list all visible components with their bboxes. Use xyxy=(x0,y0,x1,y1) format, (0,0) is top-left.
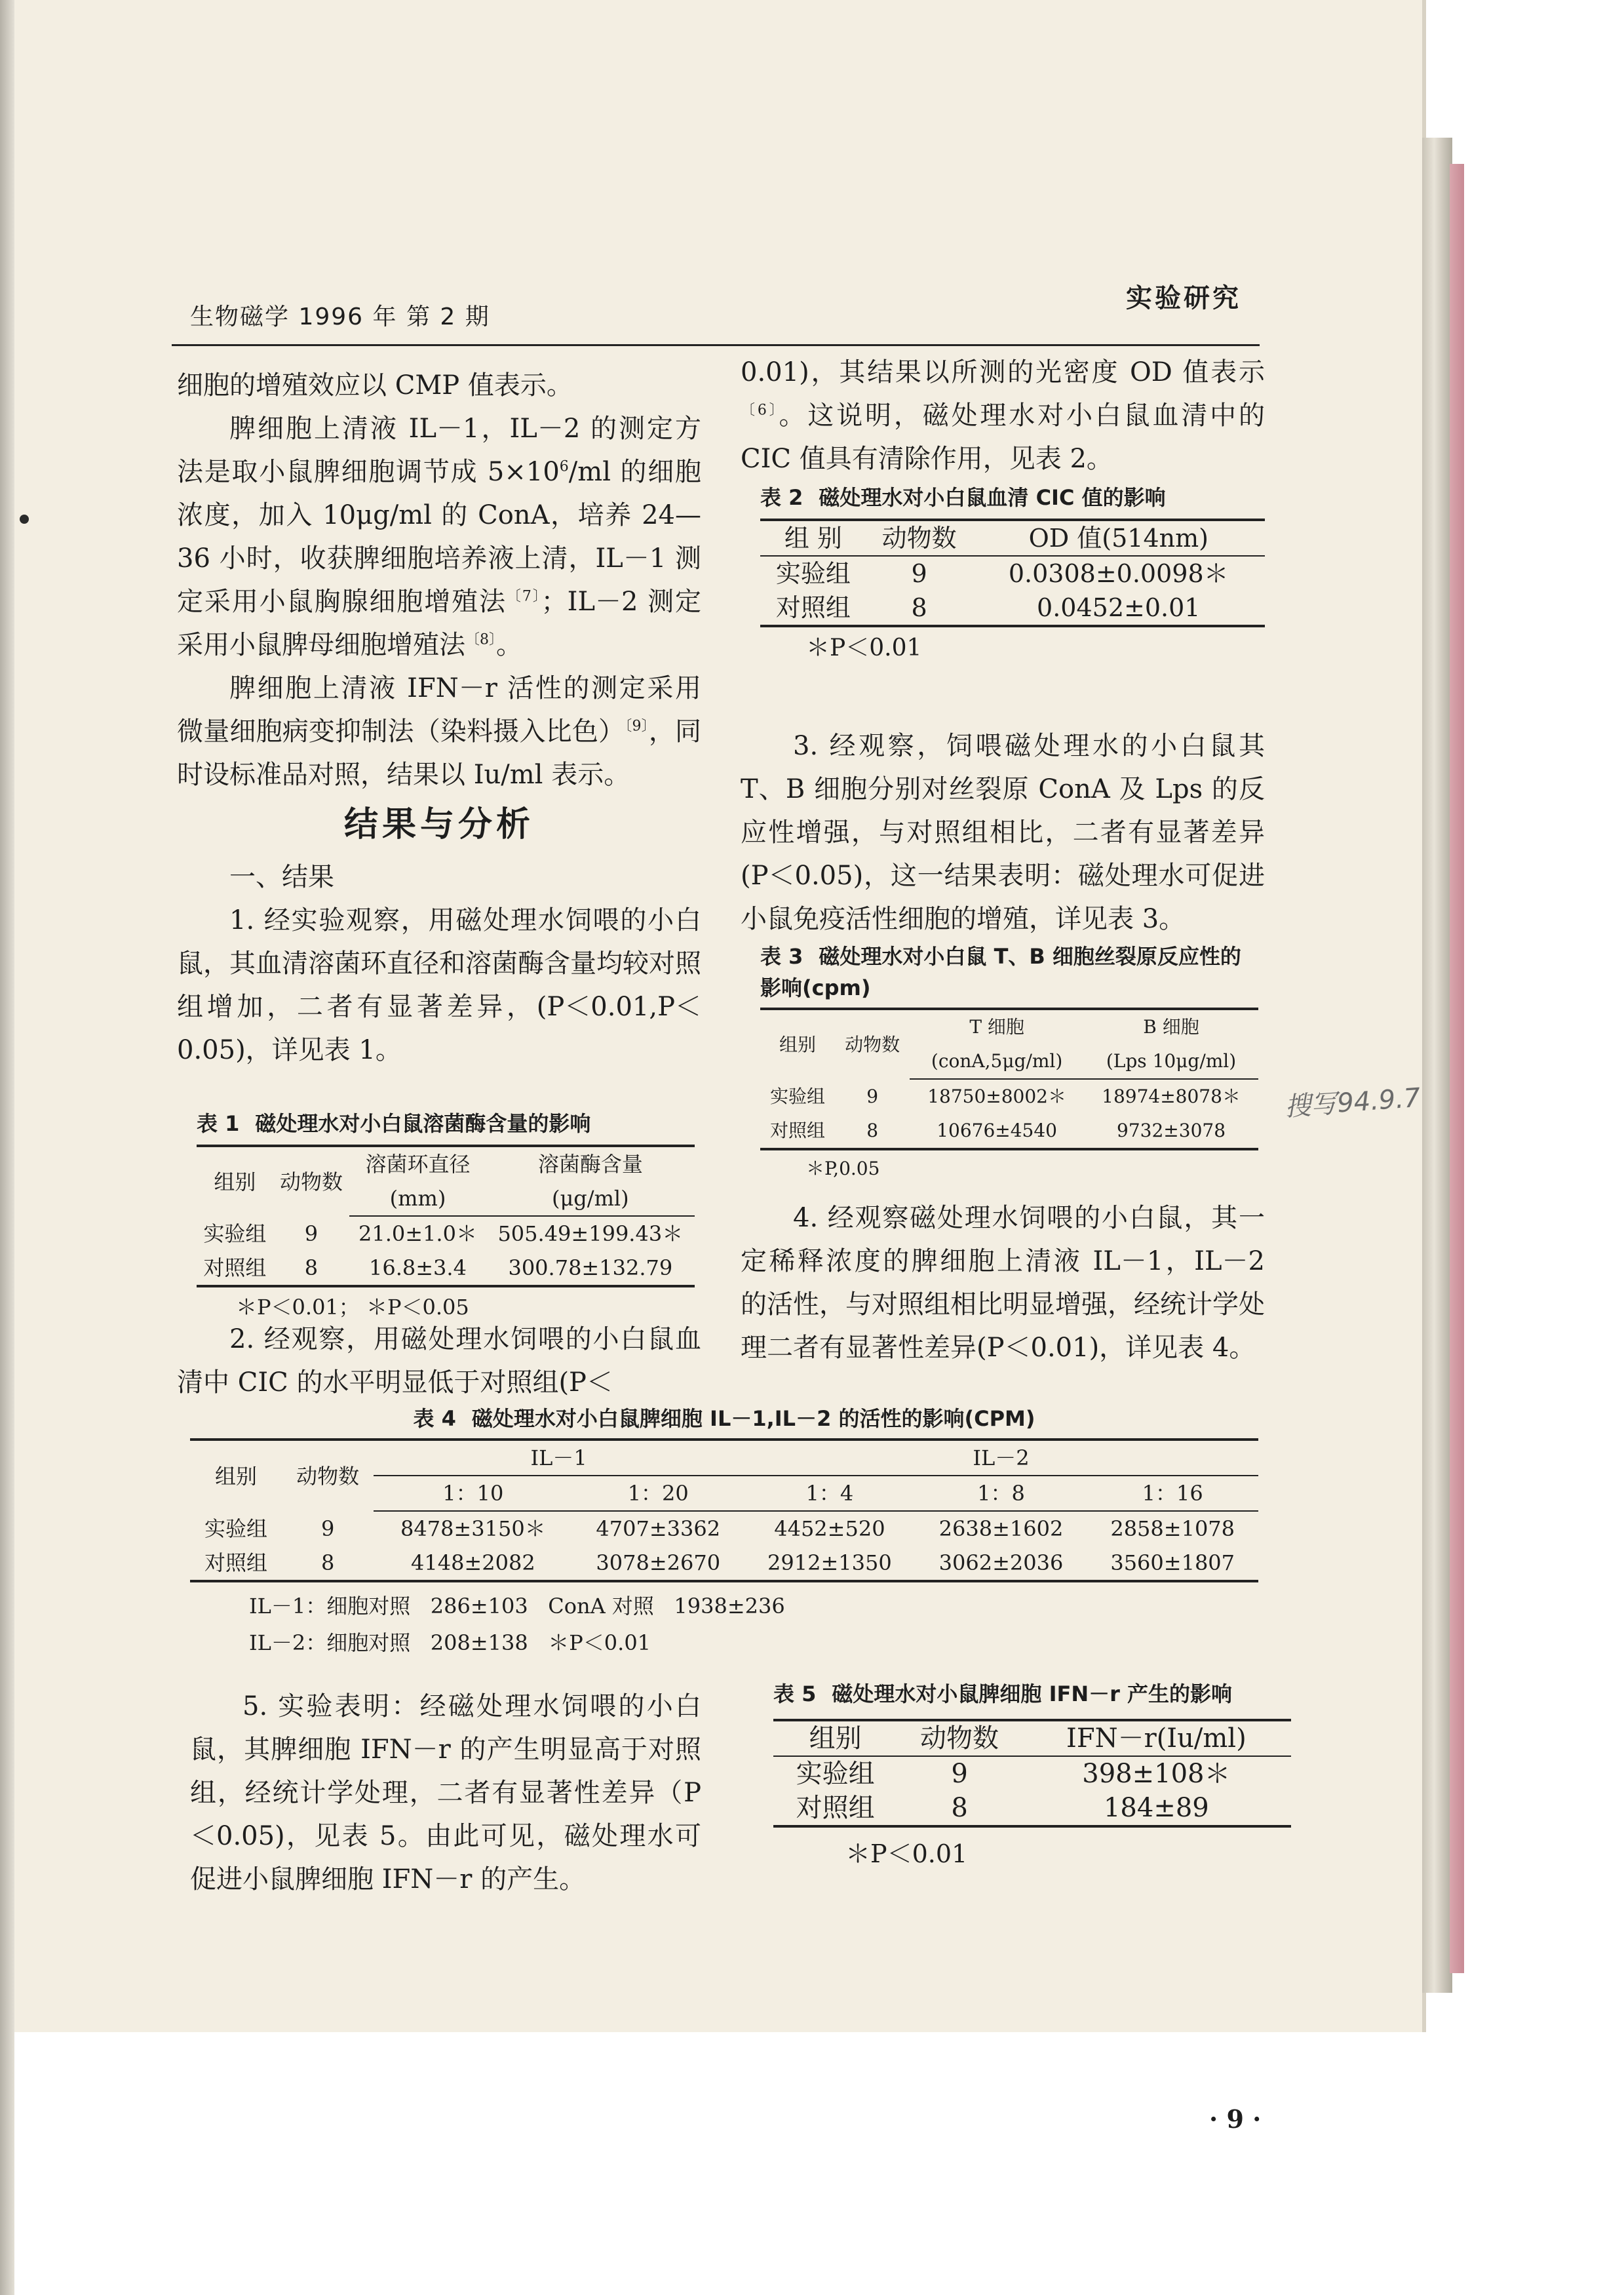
table-row: 实验组 9 18750±8002＊ 18974±8078＊ xyxy=(770,1085,1241,1107)
paragraph: 5. 实验表明：经磁处理水饲喂的小白鼠，其脾细胞 IFN－r 的产生明显高于对照组，经统计学处理，二者有显著性差异（P＜0.05)，见表 5。由此可见，磁处理水可促进小鼠脾细胞 IFN－r 的产生。 xyxy=(190,1691,701,1894)
table-note: IL－1：细胞对照 286±103 ConA 对照 1938±236 xyxy=(249,1594,785,1618)
dilution-label: 1：16 xyxy=(1087,1476,1258,1511)
paragraph: 0.01)，其结果以所测的光密度 OD 值表示$^{〔6〕}$。这说明，磁处理水对小白鼠血清中的 CIC 值具有清除作用，见表 2。 xyxy=(741,357,1266,474)
paragraph: 2. 经观察，用磁处理水饲喂的小白鼠血清中 CIC 的水平明显低于对照组(P＜ xyxy=(177,1324,701,1398)
table-5 xyxy=(773,1678,1291,1870)
table-header: 组别 xyxy=(760,1009,835,1079)
table-header: 组别 xyxy=(197,1146,273,1216)
table-header: 动物数 xyxy=(273,1146,350,1216)
table-caption: 表 1 磁处理水对小白鼠溶菌酶含量的影响 xyxy=(197,1111,591,1136)
table-header: IFN－r(Iu/ml) xyxy=(1022,1720,1291,1756)
table-header: IL－2 xyxy=(744,1440,1258,1476)
left-column-bottom xyxy=(190,1685,701,1901)
table-4 xyxy=(190,1403,1258,1658)
table-row: 实验组 9 21.0±1.0＊ 505.49±199.43＊ xyxy=(203,1221,684,1246)
dilution-label: 1：10 xyxy=(374,1476,572,1511)
table-header: 动物数 xyxy=(282,1440,374,1511)
table-note: ＊P＜0.01； ＊P＜0.05 xyxy=(236,1295,469,1320)
table-row: 实验组 9 398±108＊ xyxy=(796,1759,1231,1789)
section-title: 结果与分析 xyxy=(343,805,534,844)
page-number: · 9 · xyxy=(1209,2104,1262,2134)
right-column xyxy=(741,351,1265,481)
table-row: 对照组 8 4148±2082 3078±2670 2912±1350 3062±2036 3560±1807 xyxy=(190,1546,1258,1581)
table-unit: (mm) xyxy=(349,1181,486,1216)
paragraph: 脾细胞上清液 IL－1，IL－2 的测定方法是取小鼠脾细胞调节成 $5\times 10^6/ml$ 的细胞浓度，加入 10μg/ml 的 ConA，培养 24—36 小时，收获脾细胞培养液上清，IL－1 测定采用小鼠胸腺细胞增殖法$^{〔7〕}$；IL－2 测定采用小鼠脾母细胞增殖法$^{〔8〕}$。 xyxy=(177,414,702,660)
table-header: 组别 xyxy=(190,1440,282,1511)
subsection-heading: 一、结果 xyxy=(229,862,334,892)
table-header: 溶菌环直径 xyxy=(349,1146,486,1181)
table-unit: (μg/ml) xyxy=(486,1181,695,1216)
table-header: 溶菌酶含量 xyxy=(486,1146,695,1181)
table-header: B 细胞 xyxy=(1084,1009,1258,1044)
table-2 xyxy=(760,482,1265,664)
table-unit: (conA,5μg/ml) xyxy=(910,1044,1084,1079)
left-column-cont xyxy=(177,1318,701,1404)
table-caption: 表 5 磁处理水对小鼠脾细胞 IFN－r 产生的影响 xyxy=(773,1681,1233,1706)
table-note: ＊P＜0.01 xyxy=(845,1839,968,1868)
dilution-label: 1：20 xyxy=(572,1476,744,1511)
binding-hole xyxy=(20,515,29,524)
table-header: 动物数 xyxy=(866,520,973,556)
table-header: 组 别 xyxy=(760,520,866,556)
table-1 xyxy=(197,1108,695,1323)
book-gutter xyxy=(0,0,14,2295)
paragraph: 脾细胞上清液 IFN－r 活性的测定采用微量细胞病变抑制法（染料摄入比色）$^{〔9〕}$，同时设标准品对照，结果以 Iu/ml 表示。 xyxy=(177,673,702,790)
table-3 xyxy=(760,941,1258,1185)
table-header: IL－1 xyxy=(374,1440,744,1476)
table-row: 实验组 9 8478±3150＊ 4707±3362 4452±520 2638±1602 2858±1078 xyxy=(204,1516,1235,1541)
right-column-cont2 xyxy=(741,1196,1265,1369)
table-header: T 细胞 xyxy=(910,1009,1084,1044)
table-caption: 表 3 磁处理水对小白鼠 T、B 细胞丝裂原反应性的影响(cpm) xyxy=(760,944,1241,1000)
header-rule xyxy=(172,344,1260,346)
table-row: 对照组 8 184±89 xyxy=(773,1791,1291,1826)
handwritten-annotation: 搜写94.9.7 xyxy=(1283,1082,1421,1123)
table-note: ＊P＜0.01 xyxy=(806,635,922,661)
right-column-cont xyxy=(741,724,1265,941)
paragraph: 细胞的增殖效应以 CMP 值表示。 xyxy=(177,370,573,401)
table-row: 对照组 8 10676±4540 9732±3078 xyxy=(760,1114,1258,1149)
table-header: 动物数 xyxy=(835,1009,910,1079)
table-caption: 表 2 磁处理水对小白鼠血清 CIC 值的影响 xyxy=(760,485,1166,510)
table-header: 组别 xyxy=(773,1720,897,1756)
table-header: 动物数 xyxy=(897,1720,1021,1756)
table-note: IL－2：细胞对照 208±138 ＊P＜0.01 xyxy=(249,1630,651,1655)
dilution-label: 1：4 xyxy=(744,1476,916,1511)
left-column xyxy=(177,364,701,1072)
running-header-journal: 生物磁学 1996 年 第 2 期 xyxy=(190,304,490,330)
table-row: 对照组 8 16.8±3.4 300.78±132.79 xyxy=(197,1251,695,1286)
table-row: 实验组 9 0.0308±0.0098＊ xyxy=(775,559,1229,588)
table-caption: 表 4 磁处理水对小白鼠脾细胞 IL－1,IL－2 的活性的影响(CPM) xyxy=(413,1406,1035,1431)
paragraph: 1. 经实验观察，用磁处理水饲喂的小白鼠，其血清溶菌环直径和溶菌酶含量均较对照组增加，二者有显著差异，(P＜0.01,P＜0.05)，详见表 1。 xyxy=(177,905,701,1065)
running-header-section: 实验研究 xyxy=(1126,283,1241,313)
paragraph: 4. 经观察磁处理水饲喂的小白鼠，其一定稀释浓度的脾细胞上清液 IL－1，IL－2 的活性，与对照组相比明显增强，经统计学处理二者有显著性差异(P＜0.01)，详见表 4。 xyxy=(741,1203,1265,1363)
book-cover-edge xyxy=(1450,164,1464,1973)
page-edges xyxy=(1422,138,1452,1993)
table-row: 对照组 8 0.0452±0.01 xyxy=(760,591,1265,626)
table-unit: (Lps 10μg/ml) xyxy=(1084,1044,1258,1079)
table-note: ＊P,0.05 xyxy=(806,1158,880,1179)
table-header: OD 值(514nm) xyxy=(973,520,1265,556)
paragraph: 3. 经观察，饲喂磁处理水的小白鼠其 T、B 细胞分别对丝裂原 ConA 及 Lps 的反应性增强，与对照组相比，二者有显著差异(P＜0.05)，这一结果表明：磁处理水可促进小鼠免疫活性细胞的增殖，详见表 3。 xyxy=(741,731,1265,934)
dilution-label: 1：8 xyxy=(916,1476,1087,1511)
